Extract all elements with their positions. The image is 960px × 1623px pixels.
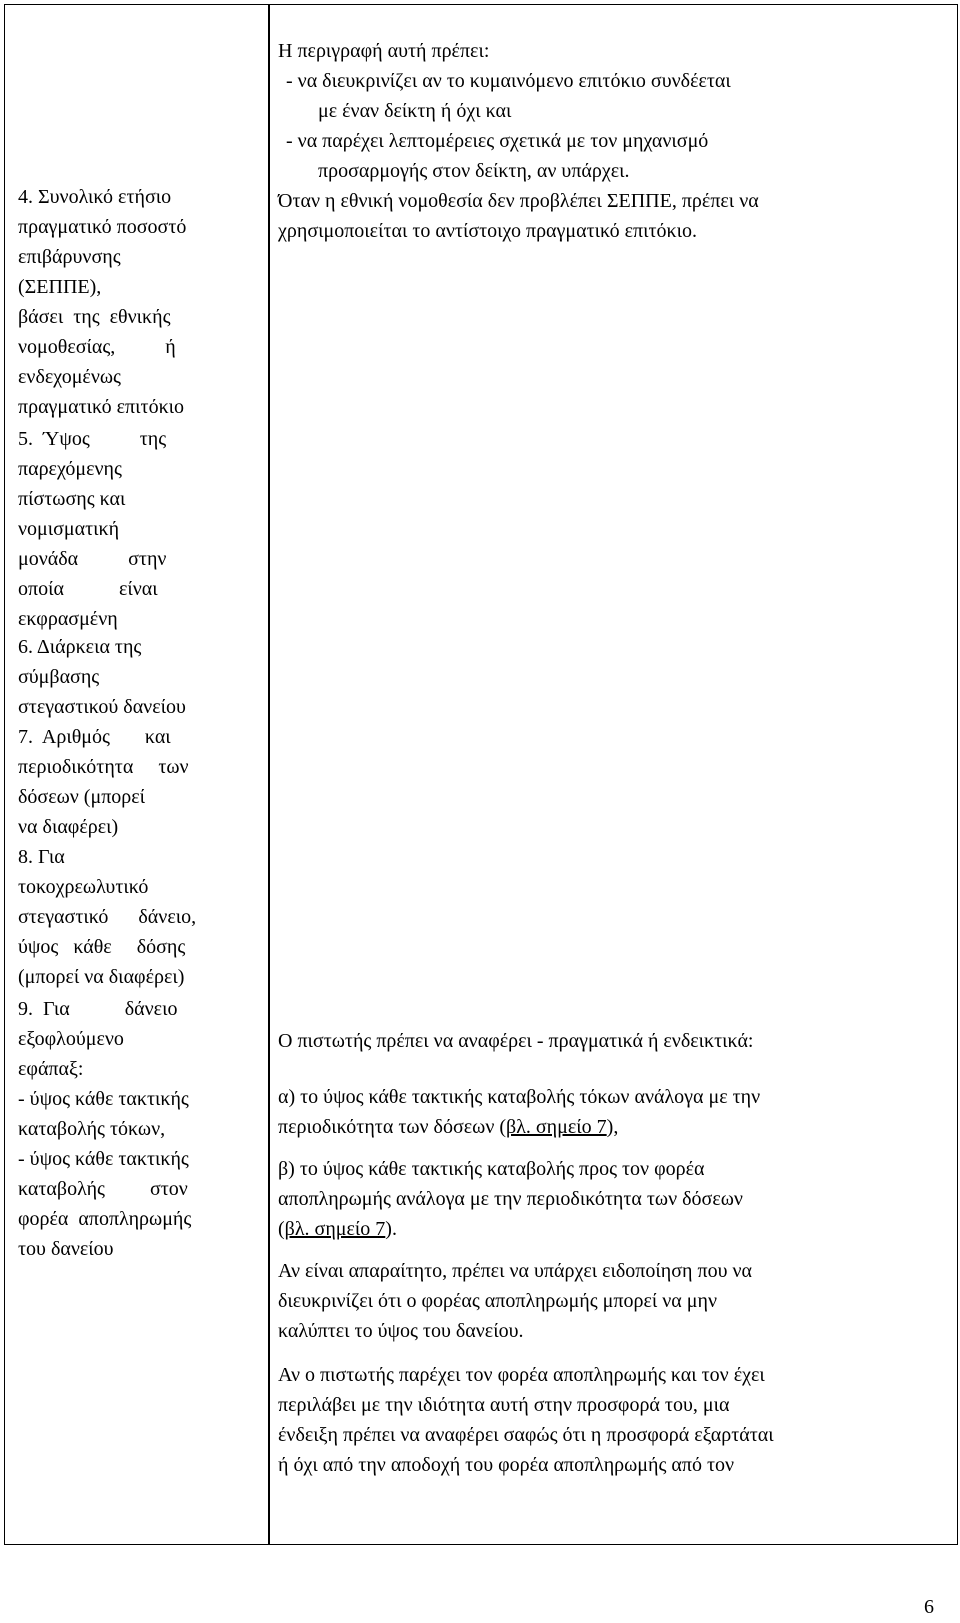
seppe-note-line-2: χρησιμοποιείται το αντίστοιχο πραγματικό επιτόκιο. (278, 220, 697, 242)
desc-point-2-cont: προσαρμογής στον δείκτη, αν υπάρχει. (318, 160, 630, 182)
left-item9-line: - ύψος κάθε τακτικής (18, 1148, 189, 1170)
desc-point-1-cont: με έναν δείκτη ή όχι και (318, 100, 512, 122)
left-item8-line: στεγαστικό δάνειο, (18, 906, 197, 928)
left-item4-line: επιβάρυνσης (18, 246, 121, 268)
left-item5-line: εκφρασμένη (18, 608, 118, 630)
left-item8-line: 8. Για (18, 846, 65, 868)
left-item5-line: μονάδα στην (18, 548, 167, 570)
left-item5-line: παρεχόμενης (18, 458, 122, 480)
offer-line-2: περιλάβει με την ιδιότητα αυτή στην προσφορά του, μια (278, 1394, 730, 1416)
left-item5-line: 5. Ύψος της (18, 428, 167, 450)
item-a (278, 1082, 938, 1142)
item-b-line-2: αποπληρωμής ανάλογα με την περιοδικότητα των δόσεων (278, 1188, 743, 1210)
left-item4-line: βάσει της εθνικής (18, 306, 171, 328)
desc-intro: Η περιγραφή αυτή πρέπει: (278, 40, 490, 62)
left-item6-line: σύμβασης (18, 666, 100, 688)
item-b-line-3: (βλ. σημείο 7). (278, 1218, 397, 1240)
desc-point-2: - να παρέχει λεπτομέρειες σχετικά με τον μηχανισμό (286, 130, 709, 152)
left-item9-line: του δανείου (18, 1238, 114, 1260)
seppe-note-line-1: Όταν η εθνική νομοθεσία δεν προβλέπει ΣΕΠΠΕ, πρέπει να (278, 190, 759, 212)
desc-point-1: - να διευκρινίζει αν το κυμαινόμενο επιτόκιο συνδέεται (286, 70, 731, 92)
left-item9-line: εξοφλούμενο (18, 1028, 124, 1050)
left-item5-line: οποία είναι (18, 578, 158, 600)
left-item9-line: φορέα αποπληρωμής (18, 1208, 192, 1230)
left-item9-line: - ύψος κάθε τακτικής (18, 1088, 189, 1110)
item-b (278, 1154, 938, 1244)
offer-line-4: ή όχι από την αποδοχή του φορέα αποπληρωμής από τον (278, 1454, 735, 1476)
left-item4-line: (ΣΕΠΠΕ), (18, 276, 102, 298)
left-item4-line: πραγματικό επιτόκιο (18, 396, 185, 418)
repayment-notice (278, 1256, 938, 1346)
left-item6 (18, 632, 258, 722)
left-item5-line: πίστωσης και (18, 488, 126, 510)
left-item4-line: νομοθεσίας, ή (18, 336, 176, 358)
left-item9 (18, 994, 258, 1264)
item-b-line-1: β) το ύψος κάθε τακτικής καταβολής προς τον φορέα (278, 1158, 705, 1180)
left-item7-line: να διαφέρει) (18, 816, 119, 838)
left-item9-line: εφάπαξ: (18, 1058, 84, 1080)
offer-notice (278, 1360, 938, 1480)
left-item4-line: 4. Συνολικό ετήσιο (18, 186, 172, 208)
notice-line-2: διευκρινίζει ότι ο φορέας αποπληρωμής μπορεί να μην (278, 1290, 717, 1312)
notice-line-3: καλύπτει το ύψος του δανείου. (278, 1320, 524, 1342)
item-a-line-2: περιοδικότητα των δόσεων (βλ. σημείο 7), (278, 1116, 619, 1138)
offer-line-1: Αν ο πιστωτής παρέχει τον φορέα αποπληρωμής και τον έχει (278, 1364, 765, 1386)
left-item9-line: καταβολής τόκων, (18, 1118, 166, 1140)
offer-line-3: ένδειξη πρέπει να αναφέρει σαφώς ότι η προσφορά εξαρτάται (278, 1424, 774, 1446)
left-item7-line: περιοδικότητα των (18, 756, 189, 778)
left-item4-line: ενδεχομένως (18, 366, 121, 388)
column-divider (268, 5, 270, 1544)
left-item6-line: 6. Διάρκεια της (18, 636, 142, 658)
left-item6-line: στεγαστικού δανείου (18, 696, 186, 718)
left-item9-line: 9. Για δάνειο (18, 998, 178, 1020)
left-item8-line: τοκοχρεωλυτικό (18, 876, 149, 898)
left-item8-line: ύψος κάθε δόσης (18, 936, 186, 958)
lender-intro: Ο πιστωτής πρέπει να αναφέρει - πραγματικά ή ενδεικτικά: (278, 1030, 754, 1052)
left-item4 (18, 182, 258, 422)
left-item7-line: 7. Αριθμός και (18, 726, 171, 748)
page-number: 6 (924, 1596, 934, 1618)
ref-point-7-link[interactable]: βλ. σημείο 7 (506, 1116, 607, 1138)
left-item5-line: νομισματική (18, 518, 120, 540)
left-item9-line: καταβολής στον (18, 1178, 188, 1200)
item-a-line-1: α) το ύψος κάθε τακτικής καταβολής τόκων ανάλογα με την (278, 1086, 761, 1108)
left-item8 (18, 842, 258, 992)
left-item4-line: πραγματικό ποσοστό (18, 216, 187, 238)
left-item5 (18, 424, 258, 634)
right-top-block (278, 36, 938, 246)
left-item7 (18, 722, 258, 842)
left-item8-line: (μπορεί να διαφέρει) (18, 966, 185, 988)
ref-point-7-link-2[interactable]: βλ. σημείο 7 (284, 1218, 386, 1240)
left-item7-line: δόσεων (μπορεί (18, 786, 146, 808)
notice-line-1: Αν είναι απαραίτητο, πρέπει να υπάρχει ειδοποίηση που να (278, 1260, 753, 1282)
